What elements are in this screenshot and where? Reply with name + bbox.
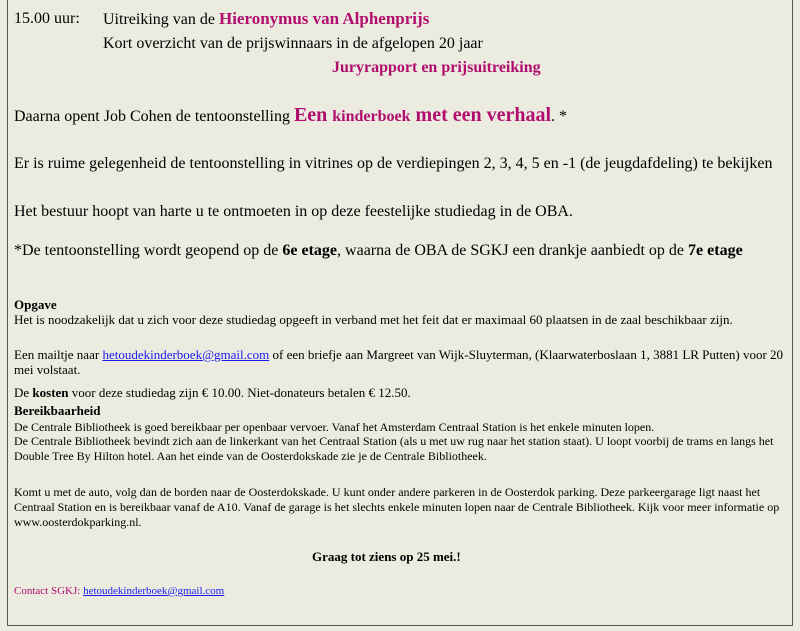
bereikbaarheid-paragraph-2: De Centrale Bibliotheek bevindt zich aan de linkerkant van het Centraal Station (als u met uw rug naar het station staat). U loopt voorbij de trams en langs het Double Tree By Hilton hotel. Aan het einde van de Oosterdokskade zie je de Centrale Bibliotheek. <box>14 434 774 463</box>
opgave-p2-a: Een mailtje naar <box>14 347 103 362</box>
exhibition-suffix: . * <box>551 108 568 125</box>
opgave-p2-b: of een briefje aan Margreet van Wijk-Sluyterman, (Klaarwaterboslaan 1, 3881 LR Putten) voor 20 mei volstaat. <box>14 347 784 377</box>
bereikbaarheid-paragraph-1: De Centrale Bibliotheek is goed bereikbaar per openbaar vervoer. Vanaf het Amsterdam Centraal Station is het enkele minuten lopen. <box>14 420 655 434</box>
exhibition-title-b: kinderboek <box>332 108 411 125</box>
opgave-p3-b: voor deze studiedag zijn € 10.00. Niet-donateurs betalen € 12.50. <box>68 385 411 400</box>
opgave-heading: Opgave <box>14 297 57 312</box>
opgave-paragraph-3 <box>14 385 411 400</box>
bereikbaarheid-paragraph-3: Komt u met de auto, volg dan de borden naar de Oosterdokskade. U kunt onder andere parkeren in de Oosterdok parking. Deze parkeergarage ligt naast het Centraal Station en is bereikbaar vanaf de A10. Vanaf de garage is het slechts enkele minuten lopen naar de Centrale Bibliotheek. Kijk voor meer informatie op www.oosterdokparking.nl. <box>14 485 780 529</box>
registration-email-link[interactable]: hetoudekinderboek@gmail.com <box>102 347 270 362</box>
program-line-1 <box>103 9 429 29</box>
exhibition-prefix: Daarna opent Job Cohen de tentoonstelling <box>14 108 294 125</box>
exhibition-title-a: Een <box>293 104 333 126</box>
note-part-c: , waarna de OBA de SGKJ een drankje aanbiedt op de <box>337 242 689 259</box>
program-line-2: Kort overzicht van de prijswinnaars in de afgelopen 20 jaar <box>103 35 483 52</box>
info-paragraph-2: Het bestuur hoopt van harte u te ontmoeten in op deze feestelijke studiedag in de OBA. <box>14 203 573 220</box>
note-floor-7: 7e etage <box>688 242 743 259</box>
contact-line <box>14 584 224 598</box>
program-line-3: Juryrapport en prijsuitreiking <box>332 59 541 76</box>
note-part-a: *De tentoonstelling wordt geopend op de <box>14 242 283 259</box>
note-floor-6: 6e etage <box>282 242 338 259</box>
prize-name: Hieronymus van Alphenprijs <box>218 9 430 28</box>
program-time: 15.00 uur: <box>14 10 80 27</box>
opgave-paragraph-1: Het is noodzakelijk dat u zich voor deze studiedag opgeeft in verband met het feit dat er maximaal 60 plaatsen in de zaal beschikbaar zijn. <box>14 312 733 327</box>
exhibition-title-c: met een verhaal <box>410 104 552 126</box>
opgave-paragraph-2 <box>14 347 784 377</box>
closing-text: Graag tot ziens op 25 mei.! <box>312 549 461 564</box>
exhibition-line <box>14 103 567 129</box>
program-line-1-prefix: Uitreiking van de <box>103 11 219 28</box>
bereikbaarheid-heading: Bereikbaarheid <box>14 403 101 418</box>
contact-label: Contact SGKJ: <box>14 585 84 597</box>
info-paragraph-1: Er is ruime gelegenheid de tentoonstelling in vitrines op de verdiepingen 2, 3, 4, 5 en -1 (de jeugdafdeling) te bekijken <box>14 155 773 172</box>
exhibition-note <box>14 240 784 261</box>
opgave-p3-a: De <box>14 385 33 400</box>
contact-email-link[interactable]: hetoudekinderboek@gmail.com <box>83 585 225 597</box>
costs-label: kosten <box>32 385 69 400</box>
